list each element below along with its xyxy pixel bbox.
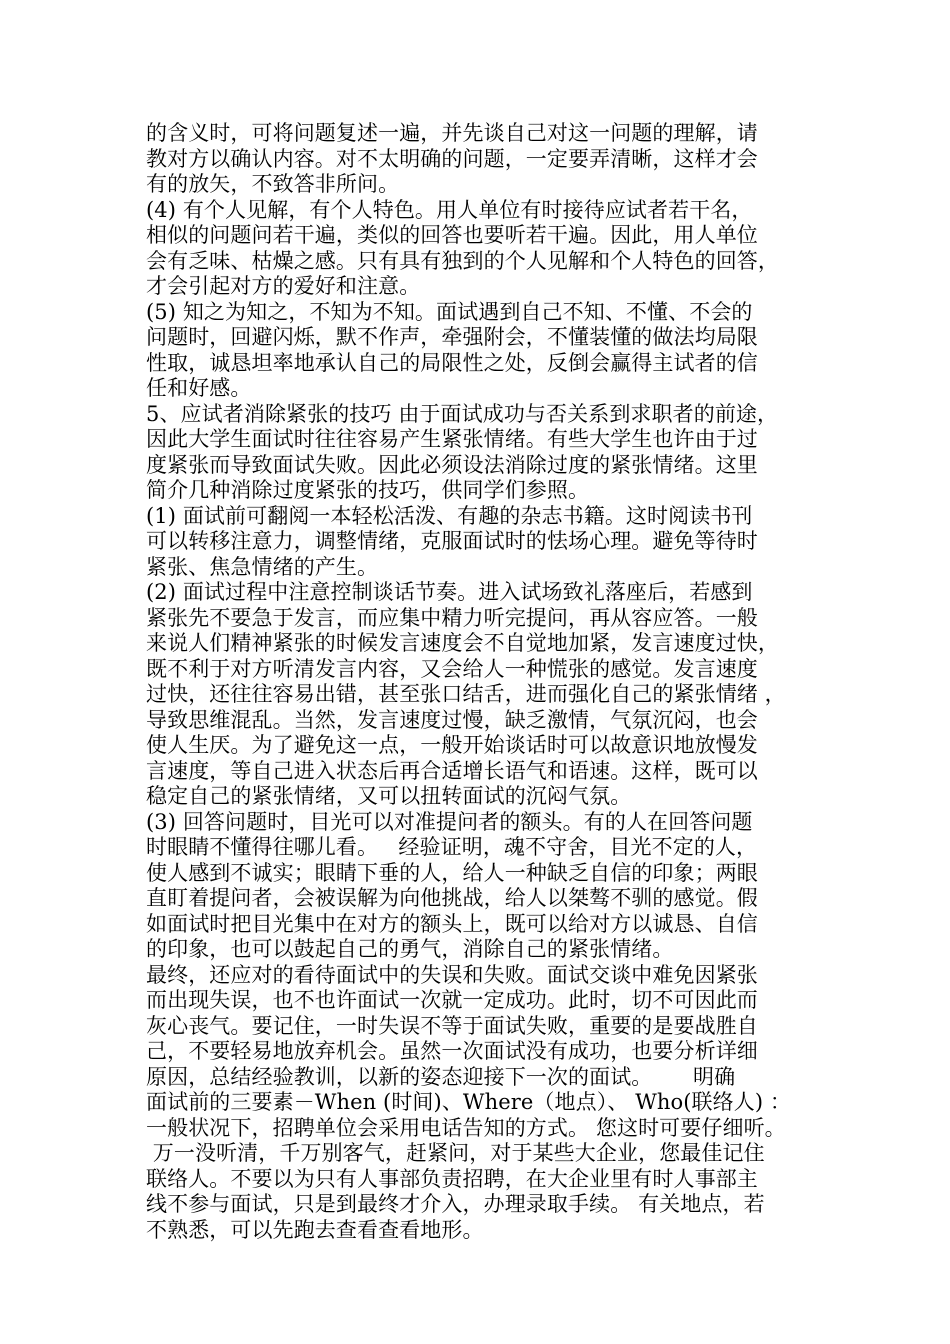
text-line: (1) 面试前可翻阅一本轻松活泼、有趣的杂志书籍。这时阅读书刊 bbox=[146, 503, 753, 528]
text-line: 直盯着提问者，会被误解为向他挑战，给人以桀骜不驯的感觉。假 bbox=[146, 886, 758, 910]
text-line: 稳定自己的紧张情绪，又可以扭转面试的沉闷气氛。 bbox=[146, 784, 632, 808]
text-line: 才会引起对方的爱好和注意。 bbox=[146, 274, 421, 298]
text-line: (4) 有个人见解，有个人特色。用人单位有时接待应试者若干名， bbox=[146, 197, 753, 222]
document-body bbox=[146, 121, 818, 1243]
text-line: 有的放矢，不致答非所问。 bbox=[146, 172, 400, 196]
text-line: 万一没听清，千万别客气，赶紧问，对于某些大企业，您最佳记住 bbox=[146, 1141, 765, 1165]
text-line: 会有乏味、枯燥之感。只有具有独到的个人见解和个人特色的回答， bbox=[146, 248, 779, 273]
text-line: 过快，还往往容易出错，甚至张口结舌，进而强化自己的紧张情绪 ， bbox=[146, 682, 786, 706]
text-line: 的印象，也可以鼓起自己的勇气，消除自己的紧张情绪。 bbox=[146, 937, 674, 961]
text-line: 如面试时把目光集中在对方的额头上，既可以给对方以诚恳、自信 bbox=[146, 911, 758, 936]
text-line: 因此大学生面试时往往容易产生紧张情绪。有些大学生也许由于过 bbox=[146, 427, 758, 451]
text-line: 言速度，等自己进入状态后再合适增长语气和语速。这样，既可以 bbox=[146, 758, 758, 783]
text-line: 一般状况下，招聘单位会采用电话告知的方式。 您这时可要仔细听。 bbox=[146, 1115, 786, 1140]
text-line: 紧张、焦急情绪的产生。 bbox=[146, 554, 379, 579]
text-line: 原因，总结经验教训，以新的姿态迎接下一次的面试。 明确 bbox=[146, 1064, 736, 1089]
text-line: 最终，还应对的看待面试中的失误和失败。面试交谈中难免因紧张 bbox=[146, 962, 758, 987]
text-line: 灰心丧气。要记住，一时失误不等于面试失败，重要的是要战胜自 bbox=[146, 1013, 758, 1038]
text-line: 简介几种消除过度紧张的技巧，供同学们参照。 bbox=[146, 478, 590, 502]
text-line: 任和好感。 bbox=[146, 376, 252, 400]
text-line: 不熟悉，可以先跑去查看查看地形。 bbox=[146, 1217, 484, 1242]
text-line: 使人生厌。为了避免这一点，一般开始谈话时可以故意识地放慢发 bbox=[146, 733, 758, 757]
text-line: 性取，诚恳坦率地承认自己的局限性之处，反倒会赢得主试者的信 bbox=[146, 350, 758, 375]
text-line: 度紧张而导致面试失败。因此必须设法消除过度的紧张情绪。这里 bbox=[146, 452, 758, 477]
text-line: 既不利于对方听清发言内容，又会给人一种慌张的感觉。发言速度 bbox=[146, 656, 758, 681]
text-line: 的含义时，可将问题复述一遍，并先谈自己对这一问题的理解，请 bbox=[146, 121, 758, 145]
text-line: 导致思维混乱。当然，发言速度过慢，缺乏激情，气氛沉闷，也会 bbox=[146, 707, 758, 732]
text-line: (3) 回答问题时，目光可以对准提问者的额头。有的人在回答问题 bbox=[146, 809, 753, 834]
text-line: 5、应试者消除紧张的技巧 由于面试成功与否关系到求职者的前途， bbox=[146, 401, 779, 426]
text-line: (5) 知之为知之，不知为不知。面试遇到自己不知、不懂、不会的 bbox=[146, 299, 753, 324]
text-line: 可以转移注意力，调整情绪，克服面试时的怯场心理。避免等待时 bbox=[146, 529, 758, 553]
text-line: 来说人们精神紧张的时候发言速度会不自觉地加紧，发言速度过快， bbox=[146, 631, 779, 655]
text-line: 相似的问题问若干遍，类似的回答也要听若干遍。因此，用人单位 bbox=[146, 223, 758, 247]
text-line: 使人感到不诚实；眼睛下垂的人，给人一种缺乏自信的印象；两眼 bbox=[146, 860, 758, 885]
text-line: 问题时，回避闪烁，默不作声，牵强附会，不懂装懂的做法均局限 bbox=[146, 325, 758, 349]
text-line: 线不参与面试，只是到最终才介入，办理录取手续。 有关地点，若 bbox=[146, 1192, 765, 1216]
text-line: 而出现失误，也不也许面试一次就一定成功。此时，切不可因此而 bbox=[146, 988, 758, 1012]
text-line: 己，不要轻易地放弃机会。虽然一次面试没有成功，也要分析详细 bbox=[146, 1039, 758, 1063]
text-line: 教对方以确认内容。对不太明确的问题，一定要弄清晰，这样才会 bbox=[146, 146, 758, 171]
text-line: (2) 面试过程中注意控制谈话节奏。进入试场致礼落座后，若感到 bbox=[146, 580, 753, 604]
text-line: 紧张先不要急于发言，而应集中精力听完提问，再从容应答。一般 bbox=[146, 605, 758, 630]
text-line: 联络人。不要以为只有人事部负责招聘，在大企业里有时人事部主 bbox=[146, 1166, 758, 1191]
text-line: 时眼睛不懂得往哪儿看。 经验证明，魂不守舍，目光不定的人， bbox=[146, 835, 758, 859]
text-line: 面试前的三要素－When (时间)、Where（地点）、 Who(联络人) ： bbox=[146, 1090, 792, 1114]
